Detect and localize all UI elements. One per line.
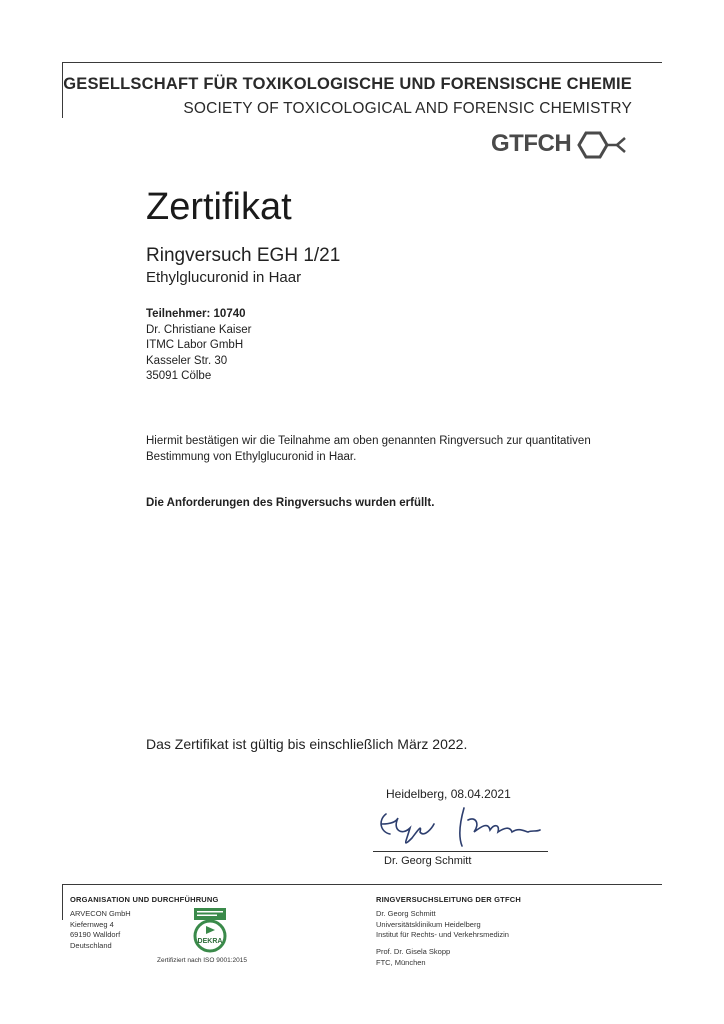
confirmation-text bbox=[146, 434, 626, 465]
participant-street: Kasseler Str. 30 bbox=[146, 354, 228, 367]
handwritten-signature bbox=[372, 802, 552, 852]
address-line: Kiefernweg 4 bbox=[70, 919, 114, 929]
footer-frame-left bbox=[62, 884, 63, 920]
participant-block bbox=[146, 307, 251, 385]
confirmation-line: Bestimmung von Ethylglucuronid in Haar. bbox=[146, 450, 357, 463]
address-line: Deutschland bbox=[70, 940, 112, 950]
society-name-english: SOCIETY OF TOXICOLOGICAL AND FORENSIC CHEMISTRY bbox=[183, 100, 632, 117]
round-robin-title: Ringversuch EGH 1/21 bbox=[146, 245, 341, 266]
requirements-fulfilled: Die Anforderungen des Ringversuchs wurden erfüllt. bbox=[146, 497, 435, 509]
participant-name: Dr. Christiane Kaiser bbox=[146, 323, 252, 336]
address-line: Institut für Rechts- und Verkehrsmedizin bbox=[376, 930, 509, 939]
management-address bbox=[376, 909, 509, 941]
analyte-title: Ethylglucuronid in Haar bbox=[146, 269, 302, 286]
management-heading: RINGVERSUCHSLEITUNG DER GTFCH bbox=[376, 895, 521, 904]
second-contact bbox=[376, 947, 450, 968]
iso-certification-text: Zertifiziert nach ISO 9001:2015 bbox=[157, 957, 247, 964]
address-line: FTC, München bbox=[376, 957, 426, 967]
validity-statement: Das Zertifikat ist gültig bis einschließlich März 2022. bbox=[146, 736, 468, 752]
signature-line bbox=[373, 851, 548, 852]
organisation-address bbox=[70, 909, 131, 951]
molecule-icon bbox=[573, 129, 633, 161]
participant-company: ITMC Labor GmbH bbox=[146, 339, 244, 351]
society-name-german: GESELLSCHAFT FÜR TOXIKOLOGISCHE UND FORENSISCHE CHEMIE bbox=[63, 75, 632, 93]
dekra-certification-badge bbox=[188, 908, 232, 954]
address-line: ARVECON GmbH bbox=[70, 909, 131, 918]
address-line: Universitätsklinikum Heidelberg bbox=[376, 919, 481, 929]
gtfch-logo bbox=[491, 128, 641, 164]
confirmation-line: Hiermit bestätigen wir die Teilnahme am oben genannten Ringversuch zur quantitativen bbox=[146, 435, 591, 447]
footer-frame-top bbox=[62, 884, 662, 885]
address-line: Prof. Dr. Gisela Skopp bbox=[376, 947, 451, 956]
signatory-name: Dr. Georg Schmitt bbox=[384, 855, 472, 867]
certificate-title: Zertifikat bbox=[146, 186, 292, 228]
badge-label: DEKRA bbox=[197, 938, 223, 945]
address-line: Dr. Georg Schmitt bbox=[376, 909, 436, 918]
address-line: 69190 Walldorf bbox=[70, 930, 121, 939]
place-and-date: Heidelberg, 08.04.2021 bbox=[386, 787, 511, 801]
participant-city: 35091 Cölbe bbox=[146, 370, 212, 382]
organisation-heading: ORGANISATION UND DURCHFÜHRUNG bbox=[70, 895, 219, 904]
logo-text: GTFCH bbox=[491, 130, 572, 157]
header-frame-top bbox=[62, 62, 662, 63]
participant-number: Teilnehmer: 10740 bbox=[146, 308, 246, 320]
